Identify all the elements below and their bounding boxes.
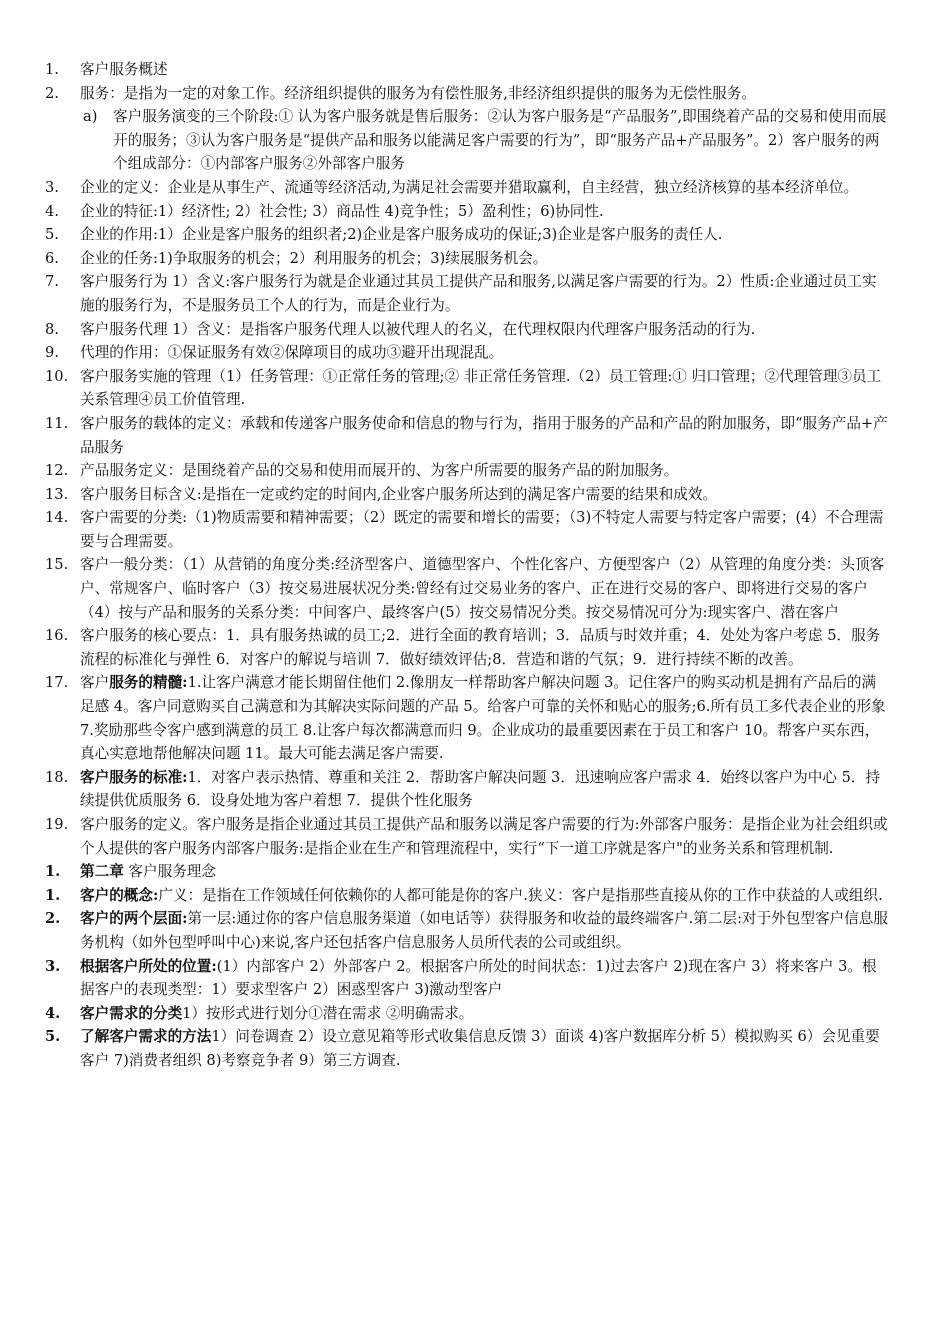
item-text: 企业的特征:1）经济性; 2）社会性; 3）商品性 4)竞争性；5）盈利性；6)协同性. xyxy=(80,202,604,220)
item-prefix: 客户 xyxy=(80,674,110,692)
item-number: 16. xyxy=(45,627,69,645)
item-lead: 客户的两个层面: xyxy=(80,910,188,928)
item-number: 10. xyxy=(45,367,69,385)
item-lead: 客户的概念: xyxy=(80,886,159,904)
list-item xyxy=(0,270,950,317)
list-item xyxy=(0,412,950,459)
item-number: 17. xyxy=(45,674,69,692)
item-text: 客户一般分类：（1）从营销的角度分类:经济型客户、道德型客户、个性化客户、方便型客户（2）从管理的角度分类：头顶客户、常规客户、临时客户（3）按交易进展状况分类:曾经有过交易业务的客户、正在进行交易的客户、即将进行交易的客户（4）按与产品和服务的关系分类：中间客户、最终客户(5）按交易情况分类。按交易情况可分为:现实客户、潜在客户 xyxy=(80,556,885,621)
list-item xyxy=(0,955,950,1002)
list-item xyxy=(0,459,950,483)
list-item xyxy=(0,223,950,247)
item-lead: 客户需求的分类 xyxy=(80,1004,183,1022)
document-page xyxy=(0,58,950,1073)
item-number: 15. xyxy=(45,556,69,574)
item-number: 3. xyxy=(45,957,61,975)
item-number: 19. xyxy=(45,816,69,833)
item-text: 客户服务实施的管理（1）任务管理：①正常任务的管理;② 非正常任务管理.（2）员工管理:① 归口管理；②代理管理③员工关系管理④员工价值管理. xyxy=(80,367,882,409)
item-text: 客户需要的分类:（1)物质需要和精神需要；（2）既定的需要和增长的需要；（3)不特定人需要与特定客户需要；(4）不合理需要与合理需要。 xyxy=(80,509,884,550)
item-text: 客户服务行为 1）含义:客户服务行为就是企业通过其员工提供产品和服务,以满足客户需要的行为。2）性质:企业通过员工实施的服务行为，不是服务员工个人的行为，而是企业行为。 xyxy=(80,273,877,314)
list-item xyxy=(0,624,950,671)
list-item xyxy=(0,506,950,553)
item-number: 2. xyxy=(45,84,59,102)
item-number: 11. xyxy=(45,414,69,432)
item-number: 12. xyxy=(45,462,69,480)
list-item xyxy=(0,365,950,412)
chapter-heading xyxy=(0,860,950,884)
item-number: 8. xyxy=(45,320,59,338)
item-text: 客户服务概述 xyxy=(80,61,168,78)
sub-list-item xyxy=(0,105,950,176)
item-lead: 根据客户所处的位置: xyxy=(80,957,217,975)
item-text: 客户服务演变的三个阶段:① 认为客户服务就是售后服务：②认为客户服务是“产品服务”,即围绕着产品的交易和使用而展开的服务；③认为客户服务是“提供产品和服务以能满足客户需要的行为”，即“服务产品+产品服务”。2）客户服务的两个组成部分：①内部客户服务②外部客户服务 xyxy=(113,108,887,173)
list-item xyxy=(0,1025,950,1072)
list-item xyxy=(0,1002,950,1026)
item-number: 5. xyxy=(45,1028,61,1046)
item-text: 客户服务代理 1）含义：是指客户服务代理人以被代理人的名义，在代理权限内代理客户服务活动的行为. xyxy=(80,320,756,338)
item-number: 9. xyxy=(45,344,59,362)
list-item xyxy=(0,766,950,813)
list-item xyxy=(0,318,950,342)
item-text: (1）内部客户 2）外部客户 2。根据客户所处的时间状态：1)过去客户 2)现在客户 3）将来客户 3。根据客户的表现类型：1）要求型客户 2）困惑型客户 3)激动型客户 xyxy=(80,957,877,999)
item-text: 服务：是指为一定的对象工作。经济组织提供的服务为有偿性服务,非经济组织提供的服务为无偿性服务。 xyxy=(80,84,756,102)
list-item xyxy=(0,341,950,365)
item-number: a) xyxy=(83,108,98,126)
item-text: 企业的定义：企业是从事生产、流通等经济活动,为满足社会需要并猎取赢利，自主经营，独立经济核算的基本经济单位。 xyxy=(80,178,859,196)
item-text: 客户服务的核心要点：1．具有服务热诚的员工;2．进行全面的教育培训；3．品质与时效并重；4．处处为客户考虑 5．服务流程的标准化与弹性 6．对客户的解说与培训 7．做好绩效评估;8．营造和谐的气氛；9．进行持续不断的改善。 xyxy=(80,627,881,668)
item-number: 6. xyxy=(45,249,59,267)
item-text: 客户服务理念 xyxy=(123,863,216,881)
item-number: 18. xyxy=(45,768,69,786)
list-item xyxy=(0,907,950,954)
list-item xyxy=(0,200,950,224)
item-number: 2. xyxy=(45,910,61,928)
item-number: 3. xyxy=(45,178,59,196)
item-number: 1. xyxy=(45,863,61,881)
list-item xyxy=(0,884,950,908)
item-text: 1.让客户满意才能长期留住他们 2.像朋友一样帮助客户解决问题 3。记住客户的购买动机是拥有产品后的满足感 4。客户同意购买自己满意和为其解决实际问题的产品 5。给客户可靠的关怀和贴心的服务;6.所有员工多代表企业的形象 7.奖励那些令客户感到满意的员工 8.让客户每次都满意而归 9。企业成功的最重要因素在于员工和客户 10。帮客户买东西，真心实意地帮他解决问题 11。最大可能去满足客户需要. xyxy=(80,674,886,763)
item-text: 1）按形式进行划分①潜在需求 ②明确需求。 xyxy=(182,1004,474,1022)
item-text: 企业的任务:1)争取服务的机会；2）利用服务的机会；3)续展服务机会。 xyxy=(80,249,548,267)
list-item xyxy=(0,553,950,624)
item-lead: 客户服务的标准: xyxy=(80,768,188,786)
list-item xyxy=(0,813,950,860)
item-text: 第一层:通过你的客户信息服务渠道（如电话等）获得服务和收益的最终端客户.第二层:对于外包型客户信息服务机构（如外包型呼叫中心)来说,客户还包括客户信息服务人员所代表的公司或组织。 xyxy=(80,910,888,951)
item-text: 客户服务目标含义:是指在一定或约定的时间内,企业客户服务所达到的满足客户需要的结果和成效。 xyxy=(80,485,718,503)
item-lead: 服务的精髓: xyxy=(109,674,188,692)
item-text: 广义：是指在工作领域任何依赖你的人都可能是你的客户.狭义：客户是指那些直接从你的工作中获益的人或组织. xyxy=(158,886,883,904)
item-lead: 第二章 xyxy=(80,863,124,881)
item-number: 5. xyxy=(45,226,59,244)
list-item xyxy=(0,671,950,765)
item-number: 7. xyxy=(45,273,59,291)
list-item xyxy=(0,483,950,507)
item-number: 4. xyxy=(45,202,59,220)
item-number: 14. xyxy=(45,509,69,527)
item-text: 客户服务的定义。客户服务是指企业通过其员工提供产品和服务以满足客户需要的行为:外部客户服务：是指企业为社会组织或个人提供的客户服务内部客户服务:是指企业在生产和管理流程中，实行“下一道工序就是客户"的业务关系和管理机制. xyxy=(80,816,888,857)
item-number: 13. xyxy=(45,485,69,503)
item-text: 客户服务的载体的定义：承载和传递客户服务使命和信息的物与行为，指用于服务的产品和产品的附加服务，即“服务产品+产品服务 xyxy=(80,414,888,456)
item-text: 代理的作用：①保证服务有效②保障项目的成功③避开出现混乱。 xyxy=(80,344,504,362)
list-item xyxy=(0,58,950,82)
list-item xyxy=(0,247,950,271)
list-item xyxy=(0,176,950,200)
item-lead: 了解客户需求的方法 xyxy=(80,1028,212,1046)
item-number: 1. xyxy=(45,886,61,904)
item-text: 1）问卷调查 2）设立意见箱等形式收集信息反馈 3）面谈 4)客户数据库分析 5）模拟购买 6）会见重要客户 7)消费者组织 8)考察竞争者 9）第三方调查. xyxy=(80,1028,880,1069)
list-item xyxy=(0,82,950,106)
item-number: 4. xyxy=(45,1004,61,1022)
item-text: 1．对客户表示热情、尊重和关注 2．帮助客户解决问题 3．迅速响应客户需求 4．始终以客户为中心 5．持续提供优质服务 6．设身处地为客户着想 7．提供个性化服务 xyxy=(80,768,881,810)
item-number: 1. xyxy=(45,61,59,78)
item-text: 产品服务定义：是围绕着产品的交易和使用而展开的、为客户所需要的服务产品的附加服务。 xyxy=(80,462,679,480)
item-text: 企业的作用:1）企业是客户服务的组织者;2)企业是客户服务成功的保证;3)企业是客户服务的责任人. xyxy=(80,226,723,244)
